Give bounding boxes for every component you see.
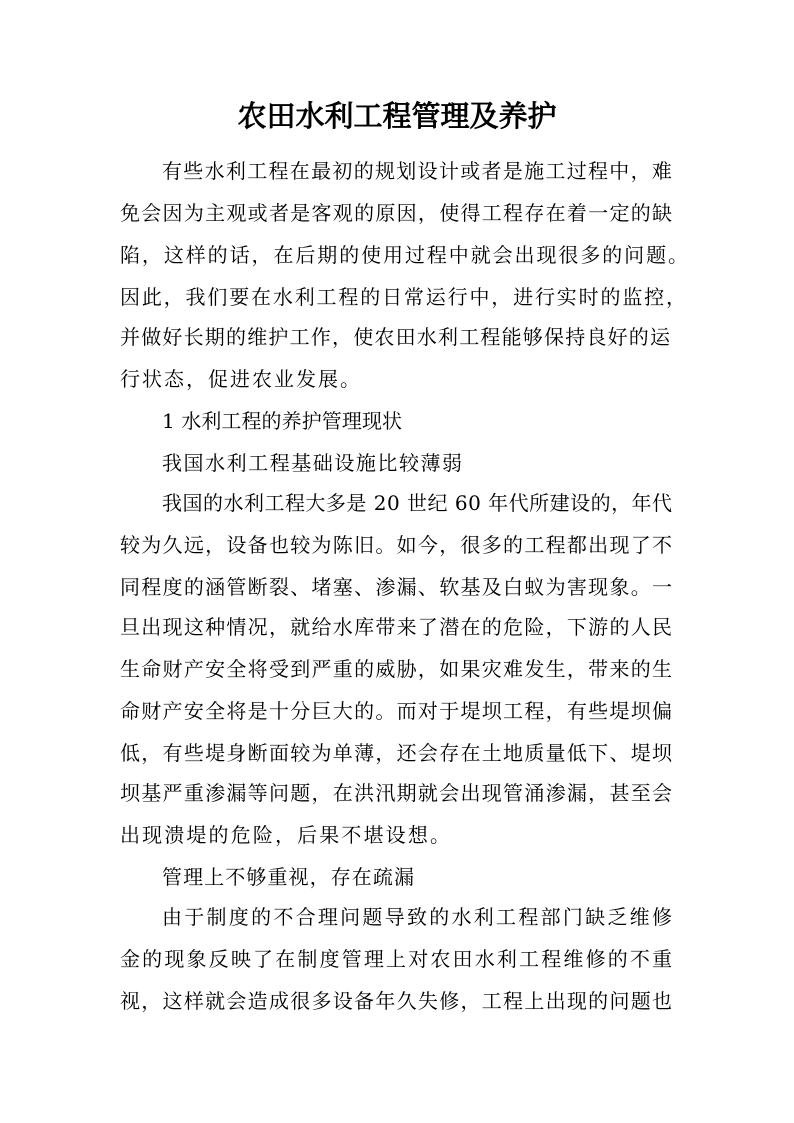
paragraph-line: 因此，我们要在水利工程的日常运行中，进行实时的监控，: [120, 285, 688, 309]
paragraph-line: 我国的水利工程大多是 20 世纪 60 年代所建设的，年代: [162, 491, 673, 515]
paragraph-line: 由于制度的不合理问题导致的水利工程部门缺乏维修: [162, 905, 675, 929]
paragraph-line: 生命财产安全将受到严重的威胁，如果灾难发生，带来的生: [120, 657, 674, 681]
subsection-heading: 管理上不够重视，存在疏漏: [162, 865, 416, 889]
paragraph-line: 命财产安全将是十分巨大的。而对于堤坝工程，有些堤坝偏: [120, 699, 674, 723]
section-heading: 1 水利工程的养护管理现状: [162, 409, 403, 433]
paragraph-line: 免会因为主观或者是客观的原因，使得工程存在着一定的缺: [120, 201, 674, 225]
paragraph-line: 旦出现这种情况，就给水库带来了潜在的危险，下游的人民: [120, 615, 674, 639]
paragraph-line: 陷，这样的话，在后期的使用过程中就会出现很多的问题。: [120, 243, 690, 267]
paragraph-line: 较为久远，设备也较为陈旧。如今，很多的工程都出现了不: [120, 533, 674, 557]
paragraph-line: 有些水利工程在最初的规划设计或者是施工过程中，难: [162, 159, 674, 183]
paragraph-line: 低，有些堤身断面较为单薄，还会存在土地质量低下、堤坝: [120, 741, 674, 765]
paragraph-line: 同程度的涵管断裂、堵塞、渗漏、软基及白蚁为害现象。一: [120, 575, 674, 599]
subsection-heading: 我国水利工程基础设施比较薄弱: [162, 451, 464, 475]
paragraph-line: 金的现象反映了在制度管理上对农田水利工程维修的不重: [120, 947, 675, 971]
paragraph-line: 出现溃堤的危险，后果不堪设想。: [120, 823, 453, 847]
paragraph-line: 行状态，促进农业发展。: [120, 367, 362, 391]
paragraph-line: 并做好长期的维护工作，使农田水利工程能够保持良好的运: [120, 325, 672, 349]
paragraph-line: 视，这样就会造成很多设备年久失修，工程上出现的问题也: [120, 989, 674, 1013]
document-title: 农田水利工程管理及养护: [237, 99, 557, 133]
paragraph-line: 坝基严重渗漏等问题，在洪汛期就会出现管涌渗漏，甚至会: [120, 781, 674, 805]
